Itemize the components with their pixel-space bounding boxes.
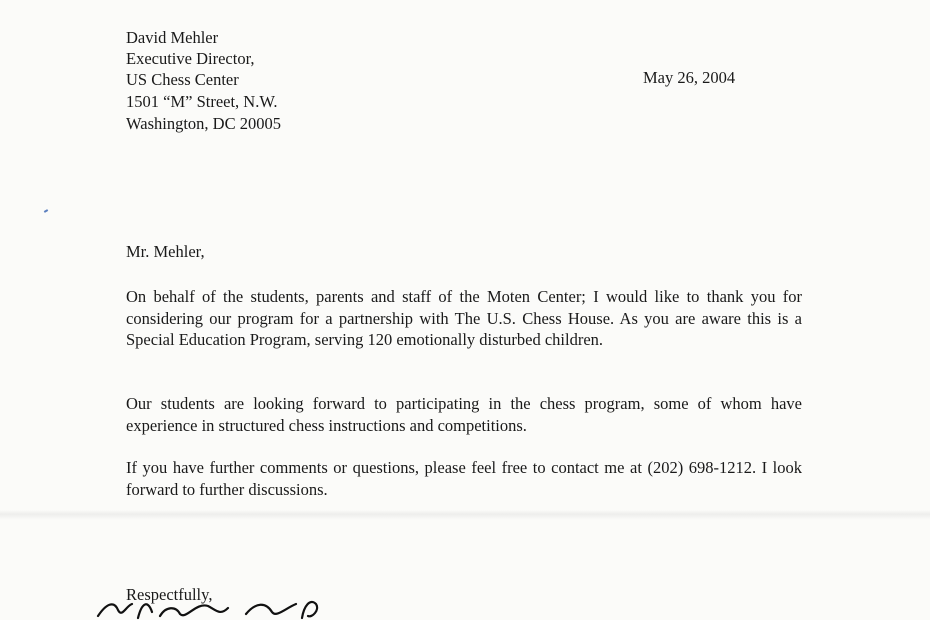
letter-date: May 26, 2004 [643,68,736,87]
sender-city: Washington, DC 20005 [126,114,281,133]
paragraph-1: On behalf of the students, parents and staff of the Moten Center; I would like to thank you for considering our program for a partnership with The U.S. Chess House. As you are aware this is a Special Education Program, serving 120 emotionally disturbed children. [126,287,802,349]
closing: Respectfully, [126,585,213,604]
salutation: Mr. Mehler, [126,242,205,261]
signature-image [96,596,336,620]
ink-speck [44,209,48,213]
sender-street: 1501 “M” Street, N.W. [126,92,278,111]
paragraph-3: If you have further comments or questions, please feel free to contact me at (202) 698-1212. I look forward to further discussions. [126,458,802,499]
sender-name: David Mehler [126,28,219,47]
sender-title: Executive Director, [126,49,255,68]
paragraph-2: Our students are looking forward to participating in the chess program, some of whom have experience in structured chess instructions and competitions. [126,394,802,435]
sender-organization: US Chess Center [126,70,239,89]
